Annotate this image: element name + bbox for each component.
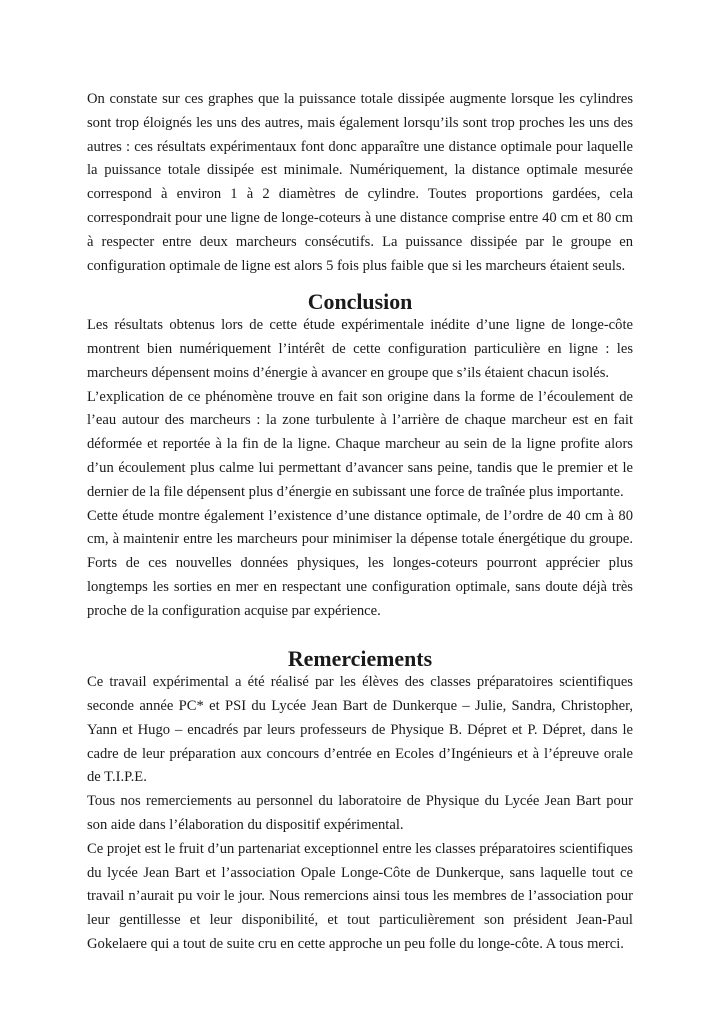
acknowledgements-paragraph-3: Ce projet est le fruit d’un partenariat exceptionnel entre les classes préparatoires scientifiques du lycée Jean Bart et l’association Opale Longe-Côte de Dunkerque, sans laquelle tout ce travail n’aurait pu voir le jour. Nous remercions ainsi tous les membres de l’association pour leur gentillesse et leur disponibilité, et tout particulièrement son président Jean-Paul Gokelaere qui a tout de suite cru en cette approche un peu folle du longe-côte. A tous merci.: [87, 840, 633, 952]
section-spacer: [87, 624, 633, 648]
acknowledgements-paragraph-2: Tous nos remerciements au personnel du laboratoire de Physique du Lycée Jean Bart pour son aide dans l’élaboration du dispositif expérimental.: [87, 793, 633, 833]
page-content: [87, 88, 633, 957]
conclusion-paragraph-1: Les résultats obtenus lors de cette étude expérimentale inédite d’une ligne de longe-côte montrent bien numériquement l’intérêt de cette configuration particulière en ligne : les marcheurs dépensent moins d’énergie à avancer en groupe que s’ils étaient chacun isolés.: [87, 317, 633, 381]
conclusion-paragraph-3: Cette étude montre également l’existence d’une distance optimale, de l’ordre de 40 cm à 80 cm, à maintenir entre les marcheurs pour minimiser la dépense totale énergétique du groupe. Forts de ces nouvelles données physiques, les longes-coteurs pourront apprécier plus longtemps les sorties en mer en respectant une configuration optimale, sans doute déjà très proche de la configuration acquise par expérience.: [87, 507, 633, 619]
conclusion-heading: Conclusion: [307, 289, 413, 315]
conclusion-paragraph-2: L’explication de ce phénomène trouve en fait son origine dans la forme de l’écoulement de l’eau autour des marcheurs : la zone turbulente à l’arrière de chaque marcheur est en fait déformée et reportée à la fin de la ligne. Chaque marcheur au sein de la ligne profite alors d’un écoulement plus calme lui permettant d’avancer sans peine, tandis que le premier et le dernier de la file dépensent plus d’énergie en subissant une force de traînée plus importante.: [87, 388, 633, 500]
acknowledgements-heading: Remerciements: [287, 646, 433, 672]
acknowledgements-paragraph-1: Ce travail expérimental a été réalisé par les élèves des classes préparatoires scientifiques seconde année PC* et PSI du Lycée Jean Bart de Dunkerque – Julie, Sandra, Christopher, Yann et Hugo – encadrés par leurs professeurs de Physique B. Dépret et P. Dépret, dans le cadre de leur préparation aux concours d’entrée en Ecoles d’Ingénieurs et à l’épreuve orale de T.I.P.E.: [87, 674, 633, 786]
intro-paragraph: On constate sur ces graphes que la puissance totale dissipée augmente lorsque les cylindres sont trop éloignés les uns des autres, mais également lorsqu’ils sont trop proches les uns des autres : ces résultats expérimentaux font donc apparaître une distance optimale pour laquelle la puissance totale dissipée est minimale. Numériquement, la distance optimale mesurée correspond à environ 1 à 2 diamètres de cylindre. Toutes proportions gardées, cela correspondrait pour une ligne de longe-coteurs à une distance comprise entre 40 cm et 80 cm à respecter entre deux marcheurs consécutifs. La puissance dissipée par le groupe en configuration optimale de ligne est alors 5 fois plus faible que si les marcheurs étaient seuls.: [87, 91, 633, 274]
